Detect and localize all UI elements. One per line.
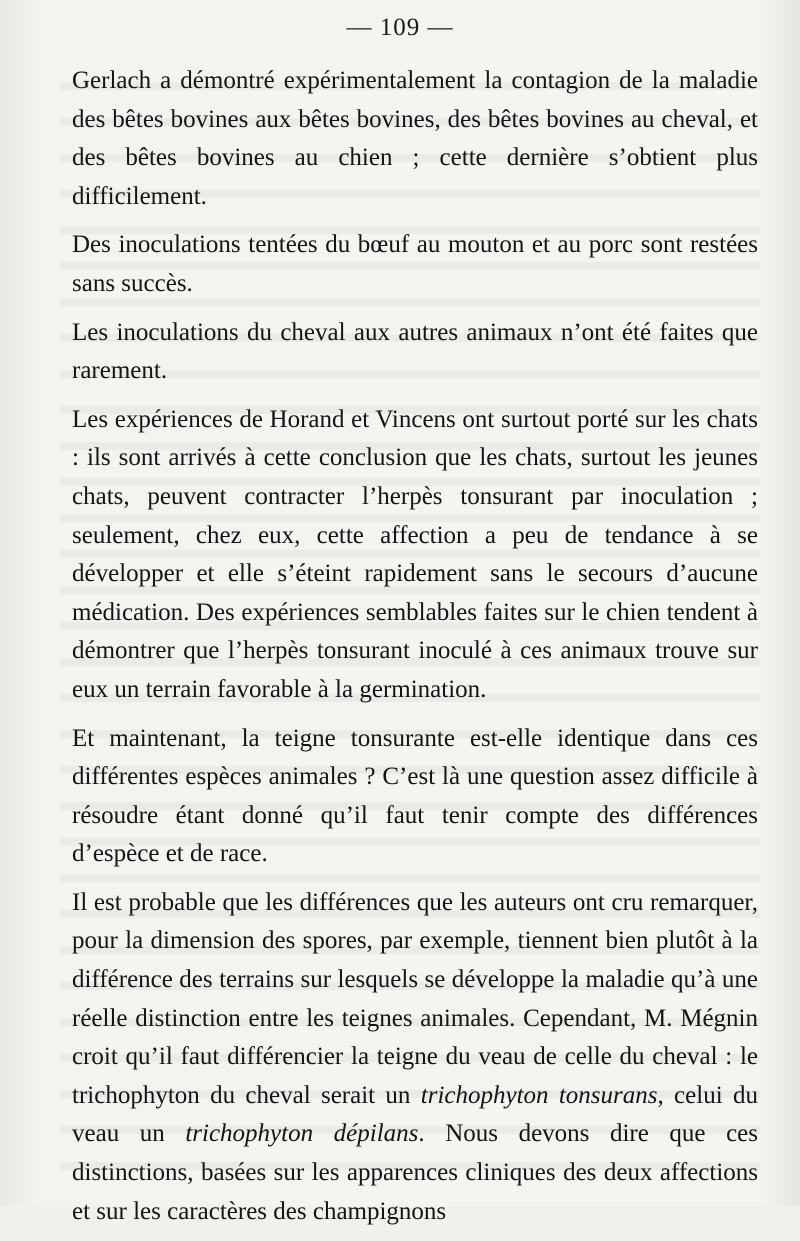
paragraph-megnin-part3: . Nous devons dire que ces distinctions, basées sur les apparences cliniques des deux affections et sur les caractères des champignons [72,1120,758,1225]
paragraph-megnin-part1: Il est probable que les différences que les auteurs ont cru remarquer, pour la dimension des spores, par exemple, tiennent bien plutôt à la différence des terrains sur lesquels se développe la maladie qu’à une réelle distinction entre les teignes animales. Cependant, M. Mégnin croit qu’il faut différencier la teigne du veau de celle du cheval : le trichophyton du cheval serait un [72,888,758,1109]
italic-trichophyton-depilans: trichophyton dépilans [185,1120,419,1148]
paragraph-inoculations-cheval: Les inoculations du cheval aux autres animaux n’ont été faites que rarement. [72,318,758,385]
page-number: — 109 — [346,14,454,41]
paragraph-inoculations-boeuf: Des inoculations tentées du bœuf au mouton et au porc sont restées sans succès. [72,231,758,297]
paragraph-megnin [72,884,758,1231]
paragraph-gerlach: Gerlach a démontré expérimentalement la contagion de la maladie des bêtes bovines aux bêtes bovines, des bêtes bovines au cheval, et des bêtes bovines au chien ; cette dernière s’obtient plus difficilement. [72,67,758,210]
italic-trichophyton-tonsurans: trichophyton tonsurans [420,1081,658,1109]
body-text [72,62,758,1241]
paragraph-horand-vincens: Les expériences de Horand et Vincens ont surtout porté sur les chats : ils sont arrivés à cette conclusion que les chats, surtout les jeunes chats, peuvent contracter l’herpès tonsurant par inoculation ; seulement, chez eux, cette affection a peu de tendance à se développer et elle s’éteint rapidement sans le secours d’aucune médication. Des expériences semblables faites sur le chien tendent à démontrer que l’herpès tonsurant inoculé à ces animaux trouve sur eux un terrain favorable à la germination. [72,405,758,703]
paragraph-megnin-part2: , celui du veau un [72,1081,758,1148]
paragraph-teigne-tonsurante: Et maintenant, la teigne tonsurante est-elle identique dans ces différentes espèces animales ? C’est là une question assez difficile à résoudre étant donné qu’il faut tenir compte des différences d’espèce et de race. [72,724,758,868]
